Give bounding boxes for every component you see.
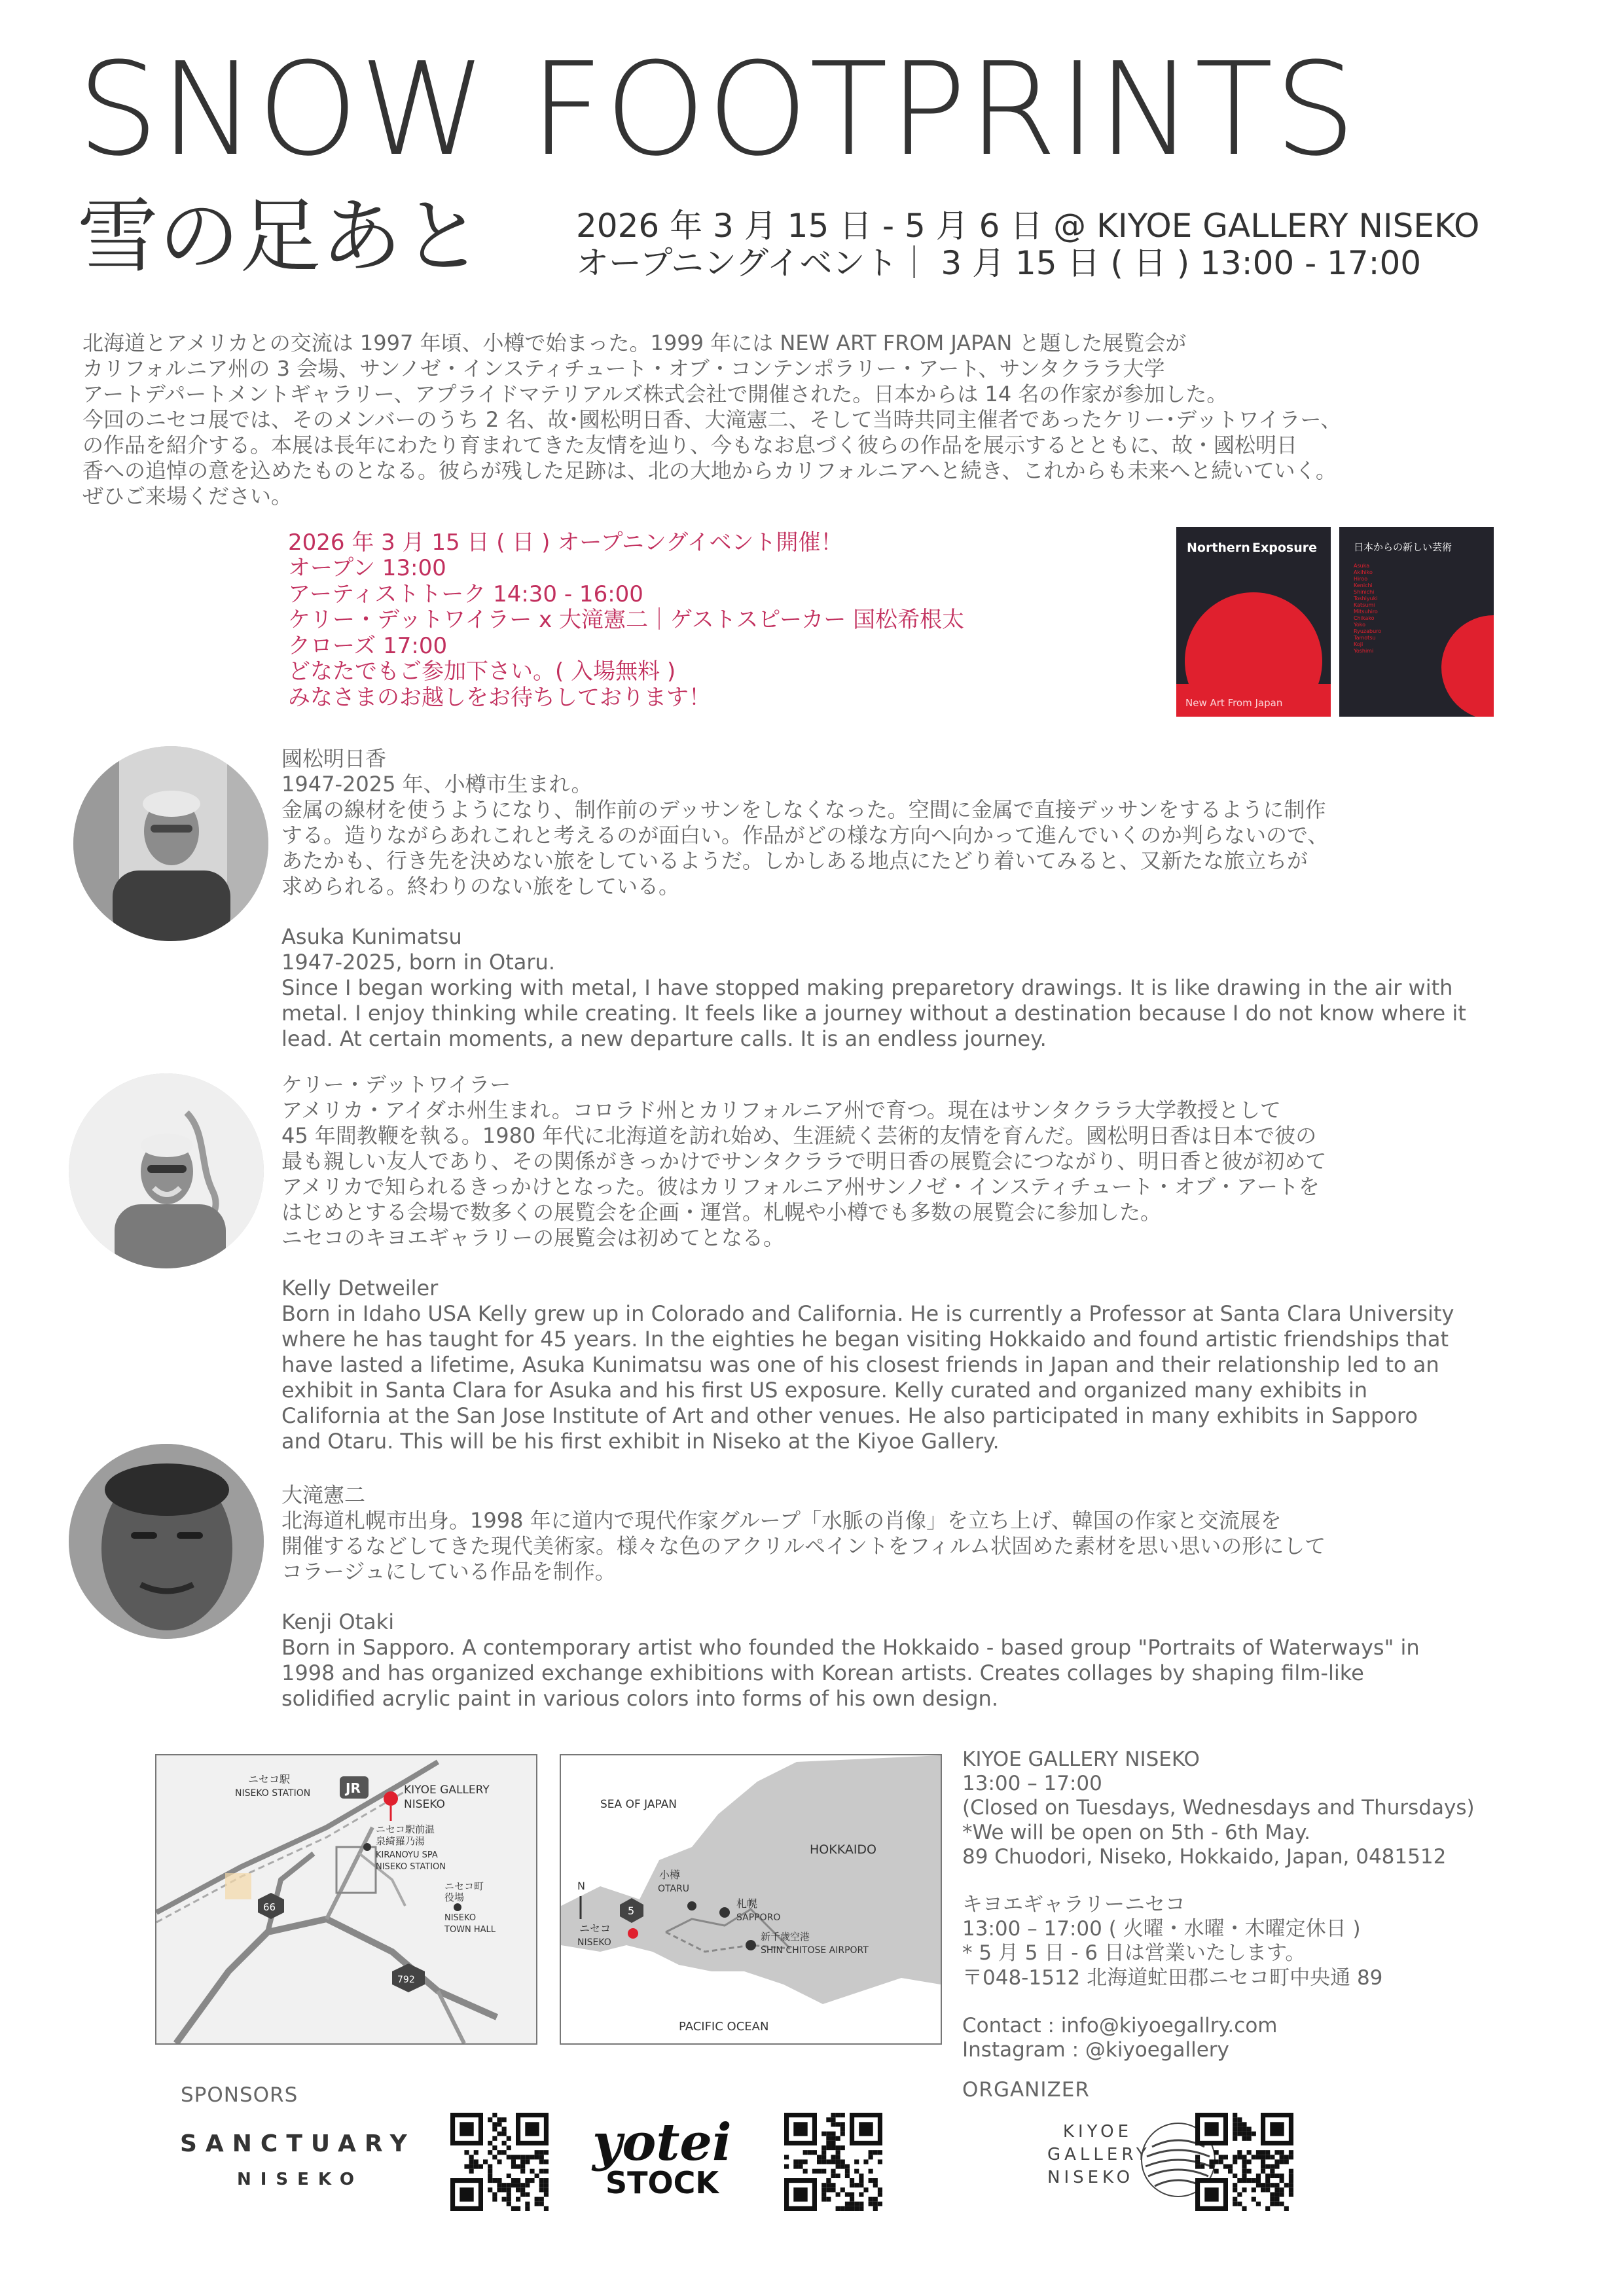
bio-line: where he has taught for 45 years. In the eighties he began visiting Hokkaido and found artistic friendships that xyxy=(281,1327,1449,1352)
map-otaru-jp: 小樽 xyxy=(659,1869,681,1881)
kiyoe-logo-line: NISEKO xyxy=(1047,2168,1134,2188)
bio-line: する。造りながらあれこれと考えるのが面白い。作品がどの様な方向へ向かって進んでいくのか判らないので、 xyxy=(281,823,1329,848)
bio-line: 金属の線材を使うようになり、制作前のデッサンをしなくなった。空間に金属で直接デッサンをするように制作 xyxy=(281,797,1326,823)
cover-name: Yoko xyxy=(1354,622,1365,628)
info-line: 13:00 – 17:00 ( 火曜・水曜・木曜定休日 ) xyxy=(962,1917,1361,1941)
info-line: 89 Chuodori, Niseko, Hokkaido, Japan, 0481512 xyxy=(962,1844,1447,1869)
cover-name: Koji xyxy=(1354,641,1363,647)
map-route-792: 792 xyxy=(397,1975,415,1985)
hokkaido-region-map xyxy=(560,1754,942,2045)
bio-line: 求められる。終わりのない旅をしている。 xyxy=(281,874,680,899)
bio-line: metal. I enjoy thinking while creating. It feels like a journey without a destination because I do not know where it xyxy=(281,1001,1466,1026)
event-line: ケリー・デットワイラー x 大滝憲二｜ゲストスピーカー 国松希根太 xyxy=(288,607,965,634)
info-line: KIYOE GALLERY NISEKO xyxy=(962,1748,1200,1771)
cover-name: Yoshimi xyxy=(1354,648,1374,654)
info-line: * 5 月 5 日 - 6 日は営業いたします。 xyxy=(962,1941,1306,1965)
kiyoe-logo-text xyxy=(1047,2121,1151,2189)
cover-subtitle: New Art From Japan xyxy=(1185,697,1283,709)
bio-line: Asuka Kunimatsu xyxy=(281,924,462,950)
event-line: オープン 13:00 xyxy=(288,555,446,582)
cover-title-b: Exposure xyxy=(1252,541,1317,555)
map-airport-jp: 新千歳空港 xyxy=(761,1931,810,1943)
map-airport-en: SHIN CHITOSE AIRPORT xyxy=(761,1945,869,1956)
bio-line: 國松明日香 xyxy=(281,746,387,771)
organizer-label: ORGANIZER xyxy=(962,2078,1090,2102)
bio-line: 1947-2025 年、小樽市生まれ。 xyxy=(281,772,592,797)
cover-name: Toshiyuki xyxy=(1354,596,1378,601)
cover-name: Asuka xyxy=(1354,563,1370,569)
bio-line: Since I began working with metal, I have stopped making preparetory drawings. It is like drawing in the air with xyxy=(281,975,1453,1001)
bio-line: ニセコのキヨエギャラリーの展覧会は初めてとなる。 xyxy=(281,1225,785,1251)
map-station-jp: ニセコ駅 xyxy=(248,1773,291,1785)
cover-name: Katsumi xyxy=(1354,602,1375,608)
map-north-label: N xyxy=(577,1880,585,1892)
bio-line: and Otaru. This will be his first exhibit in Niseko at the Kiyoe Gallery. xyxy=(281,1429,1000,1454)
map-hokkaido: HOKKAIDO xyxy=(810,1842,877,1857)
intro-line: 今回のニセコ展では、そのメンバーのうち 2 名、故･國松明日香、大滝憲二、そして当時共同主催者であったケリー･デットワイラー、 xyxy=(82,407,1342,433)
map-route-5: 5 xyxy=(628,1905,635,1917)
japanese-catalogue-cover xyxy=(1339,527,1494,717)
sanctuary-qr-code[interactable] xyxy=(450,2113,549,2211)
opening-event-time: オープニングイベント｜ 3 月 15 日 ( 日 ) 13:00 - 17:00 xyxy=(576,244,1422,282)
intro-line: 北海道とアメリカとの交流は 1997 年頃、小樽で始まった。1999 年には NEW ART FROM JAPAN と題した展覧会が xyxy=(82,331,1187,355)
intro-line: 香への追悼の意を込めたものとなる。彼らが残した足跡は、北の大地からカリフォルニアへと続き、これからも未来へと続いていく。 xyxy=(82,458,1337,484)
map-townhall-jp-a: ニセコ町 xyxy=(444,1880,484,1892)
kiyoe-qr-code[interactable] xyxy=(1195,2113,1293,2211)
map-townhall-en-b: TOWN HALL xyxy=(444,1925,496,1935)
bio-line: California at the San Jose Institute of Art and other venues. He also participated in many exhibits in Sapporo xyxy=(281,1403,1418,1429)
intro-line: ぜひご来場ください。 xyxy=(82,484,293,509)
cover-name: Hiroo xyxy=(1354,576,1368,582)
bio-line: Kelly Detweiler xyxy=(281,1276,439,1301)
gallery-info xyxy=(962,1748,1551,2062)
cover-name: Akihiko xyxy=(1354,569,1373,575)
jr-logo-text: JR xyxy=(346,1780,361,1796)
map-route-66: 66 xyxy=(263,1901,276,1913)
instagram-handle[interactable]: Instagram : @kiyoegallery xyxy=(962,2037,1229,2062)
portrait-asuka-kunimatsu xyxy=(73,746,268,941)
map-townhall-jp-b: 役場 xyxy=(444,1892,465,1903)
map-onsen-jp-a: ニセコ駅前温 xyxy=(376,1823,435,1835)
northern-exposure-cover xyxy=(1176,527,1331,717)
map-gallery-a: KIYOE GALLERY xyxy=(404,1784,490,1797)
bio-line: lead. At certain moments, a new departure calls. It is an endless journey. xyxy=(281,1026,1047,1052)
cover-name: Mitsuhiro xyxy=(1354,609,1378,615)
intro-line: アートデパートメントギャラリー、アプライドマテリアルズ株式会社で開催された。日本からは 14 名の作家が参加した。 xyxy=(82,382,1228,407)
event-line: 2026 年 3 月 15 日 ( 日 ) オープニングイベント開催！ xyxy=(288,529,843,556)
event-line: どなたでもご参加下さい。( 入場無料 ) xyxy=(288,658,676,685)
info-line: (Closed on Tuesdays, Wednesdays and Thursdays) xyxy=(962,1796,1475,1820)
cover-name: Shinichi xyxy=(1354,589,1375,595)
map-niseko-en: NISEKO xyxy=(577,1937,611,1948)
page-title: SNOW FOOTPRINTS xyxy=(77,35,1358,185)
local-area-map xyxy=(155,1754,537,2045)
bio-line: 開催するなどしてきた現代美術家。様々な色のアクリルペイントをフィルム状固めた素材を思い思いの形にして xyxy=(281,1534,1326,1559)
event-line: クローズ 17:00 xyxy=(288,632,448,659)
bio-line: はじめとする会場で数多くの展覧会を企画・運営。札幌や小樽でも多数の展覧会に参加した。 xyxy=(281,1200,1162,1225)
sanctuary-logo-sub: NISEKO xyxy=(237,2170,364,2189)
bio-line: exhibit in Santa Clara for Asuka and his first US exposure. Kelly curated and organized many exhibits in xyxy=(281,1378,1368,1403)
map-otaru-en: OTARU xyxy=(658,1884,690,1894)
cover-name: Chikako xyxy=(1354,615,1375,621)
map-onsen-en-b: NISEKO STATION xyxy=(376,1862,446,1872)
info-line: 13:00 – 17:00 xyxy=(962,1772,1102,1796)
bio-line: have lasted a lifetime, Asuka Kunimatsu was one of his closest friends in Japan and their relationship led to an xyxy=(281,1352,1439,1378)
bio-line: 1947-2025, born in Otaru. xyxy=(281,950,555,975)
map-gallery-b: NISEKO xyxy=(404,1798,445,1811)
info-line: 〒048-1512 北海道虻田郡ニセコ町中央通 89 xyxy=(962,1965,1383,1990)
opening-event-details xyxy=(288,530,1139,711)
sanctuary-logo: SANCTUARY xyxy=(180,2130,416,2157)
bio-kenji-otaki xyxy=(281,1482,1525,1736)
bio-line: コラージュにしている作品を制作。 xyxy=(281,1559,616,1585)
bio-line: あたかも、行き先を決めない旅をしているようだ。しかしある地点にたどり着いてみると、又新たな旅立ちが xyxy=(281,848,1308,874)
map-station-en: NISEKO STATION xyxy=(235,1788,311,1799)
intro-line: の作品を紹介する。本展は長年にわたり育まれてきた友情を辿り、今もなお息づく彼らの作品を展示するとともに、故・國松明日 xyxy=(82,433,1298,458)
intro-line: カリフォルニア州の 3 会場、サンノゼ・インスティチュート・オブ・コンテンポラリー・アート、サンタクララ大学 xyxy=(82,356,1165,382)
yotei-logo-sub: STOCK xyxy=(605,2165,719,2200)
cover-jp-title: 日本からの新しい芸術 xyxy=(1354,541,1453,553)
bio-asuka-kunimatsu xyxy=(281,746,1525,1077)
cover-name: Ryuzaburo xyxy=(1354,628,1382,634)
event-line: みなさまのお越しをお待ちしております！ xyxy=(288,684,711,711)
map-onsen-en-a: KIRANOYU SPA xyxy=(376,1850,438,1860)
map-sapporo-jp: 札幌 xyxy=(736,1897,758,1910)
sponsors-label: SPONSORS xyxy=(181,2083,298,2107)
bio-line: 北海道札幌市出身。1998 年に道内で現代作家グループ「水脈の肖像」を立ち上げ、韓国の作家と交流展を xyxy=(281,1508,1282,1534)
info-line: キヨエギャラリーニセコ xyxy=(962,1892,1185,1916)
info-line: *We will be open on 5th - 6th May. xyxy=(962,1820,1310,1844)
contact-email[interactable]: Contact : info@kiyoegallry.com xyxy=(962,2013,1278,2037)
bio-kelly-detweiler xyxy=(281,1072,1525,1479)
cover-title-a: Northern xyxy=(1187,541,1250,555)
event-line: アーティストトーク 14:30 - 16:00 xyxy=(288,581,643,607)
bio-line: Born in Sapporo. A contemporary artist who founded the Hokkaido - based group "Portraits of Waterways" in xyxy=(281,1635,1420,1660)
map-niseko-jp: ニセコ xyxy=(579,1922,611,1935)
bio-line: 大滝憲二 xyxy=(281,1482,366,1507)
bio-line: ケリー・デットワイラー xyxy=(281,1072,511,1097)
map-onsen-jp-b: 泉綺羅乃湯 xyxy=(376,1835,425,1847)
yotei-logo: yotei xyxy=(592,2113,732,2172)
portrait-kelly-detweiler xyxy=(69,1073,264,1268)
bio-line: Born in Idaho USA Kelly grew up in Colorado and California. He is currently a Professor at Santa Clara University xyxy=(281,1301,1454,1327)
map-pacific: PACIFIC OCEAN xyxy=(679,2020,769,2034)
bio-line: 45 年間教鞭を執る。1980 年代に北海道を訪れ始め、生涯続く芸術的友情を育んだ。國松明日香は日本で彼の xyxy=(281,1123,1317,1149)
bio-line: solidified acrylic paint in various colors into forms of his own design. xyxy=(281,1686,998,1712)
bio-line: 最も親しい友人であり、その関係がきっかけでサンタクララで明日香の展覧会につながり、明日香と彼が初めて xyxy=(281,1149,1327,1174)
cover-name: Kenichi xyxy=(1354,583,1373,588)
bio-line: Kenji Otaki xyxy=(281,1609,395,1635)
portrait-kenji-otaki xyxy=(69,1444,264,1639)
map-sea-of-japan: SEA OF JAPAN xyxy=(600,1798,677,1811)
yotei-qr-code[interactable] xyxy=(784,2113,882,2211)
map-sapporo-en: SAPPORO xyxy=(736,1912,781,1923)
cover-name: Tamotsu xyxy=(1354,635,1376,641)
map-townhall-en-a: NISEKO xyxy=(444,1913,477,1923)
page-title-jp: 雪の足あと xyxy=(77,190,484,284)
kiyoe-logo-line: GALLERY xyxy=(1047,2145,1151,2165)
bio-line: 1998 and has organized exchange exhibitions with Korean artists. Creates collages by shaping film-like xyxy=(281,1660,1364,1686)
bio-line: アメリカ・アイダホ州生まれ。コロラド州とカリフォルニア州で育つ。現在はサンタクララ大学教授として xyxy=(281,1098,1282,1123)
exhibition-dates: 2026 年 3 月 15 日 - 5 月 6 日 @ KIYOE GALLERY NISEKO xyxy=(576,207,1480,245)
kiyoe-logo-line: KIYOE xyxy=(1062,2122,1132,2142)
bio-line: アメリカで知られるきっかけとなった。彼はカリフォルニア州サンノゼ・インスティチュート・オブ・アートを xyxy=(281,1174,1320,1200)
intro-text xyxy=(82,331,1549,509)
